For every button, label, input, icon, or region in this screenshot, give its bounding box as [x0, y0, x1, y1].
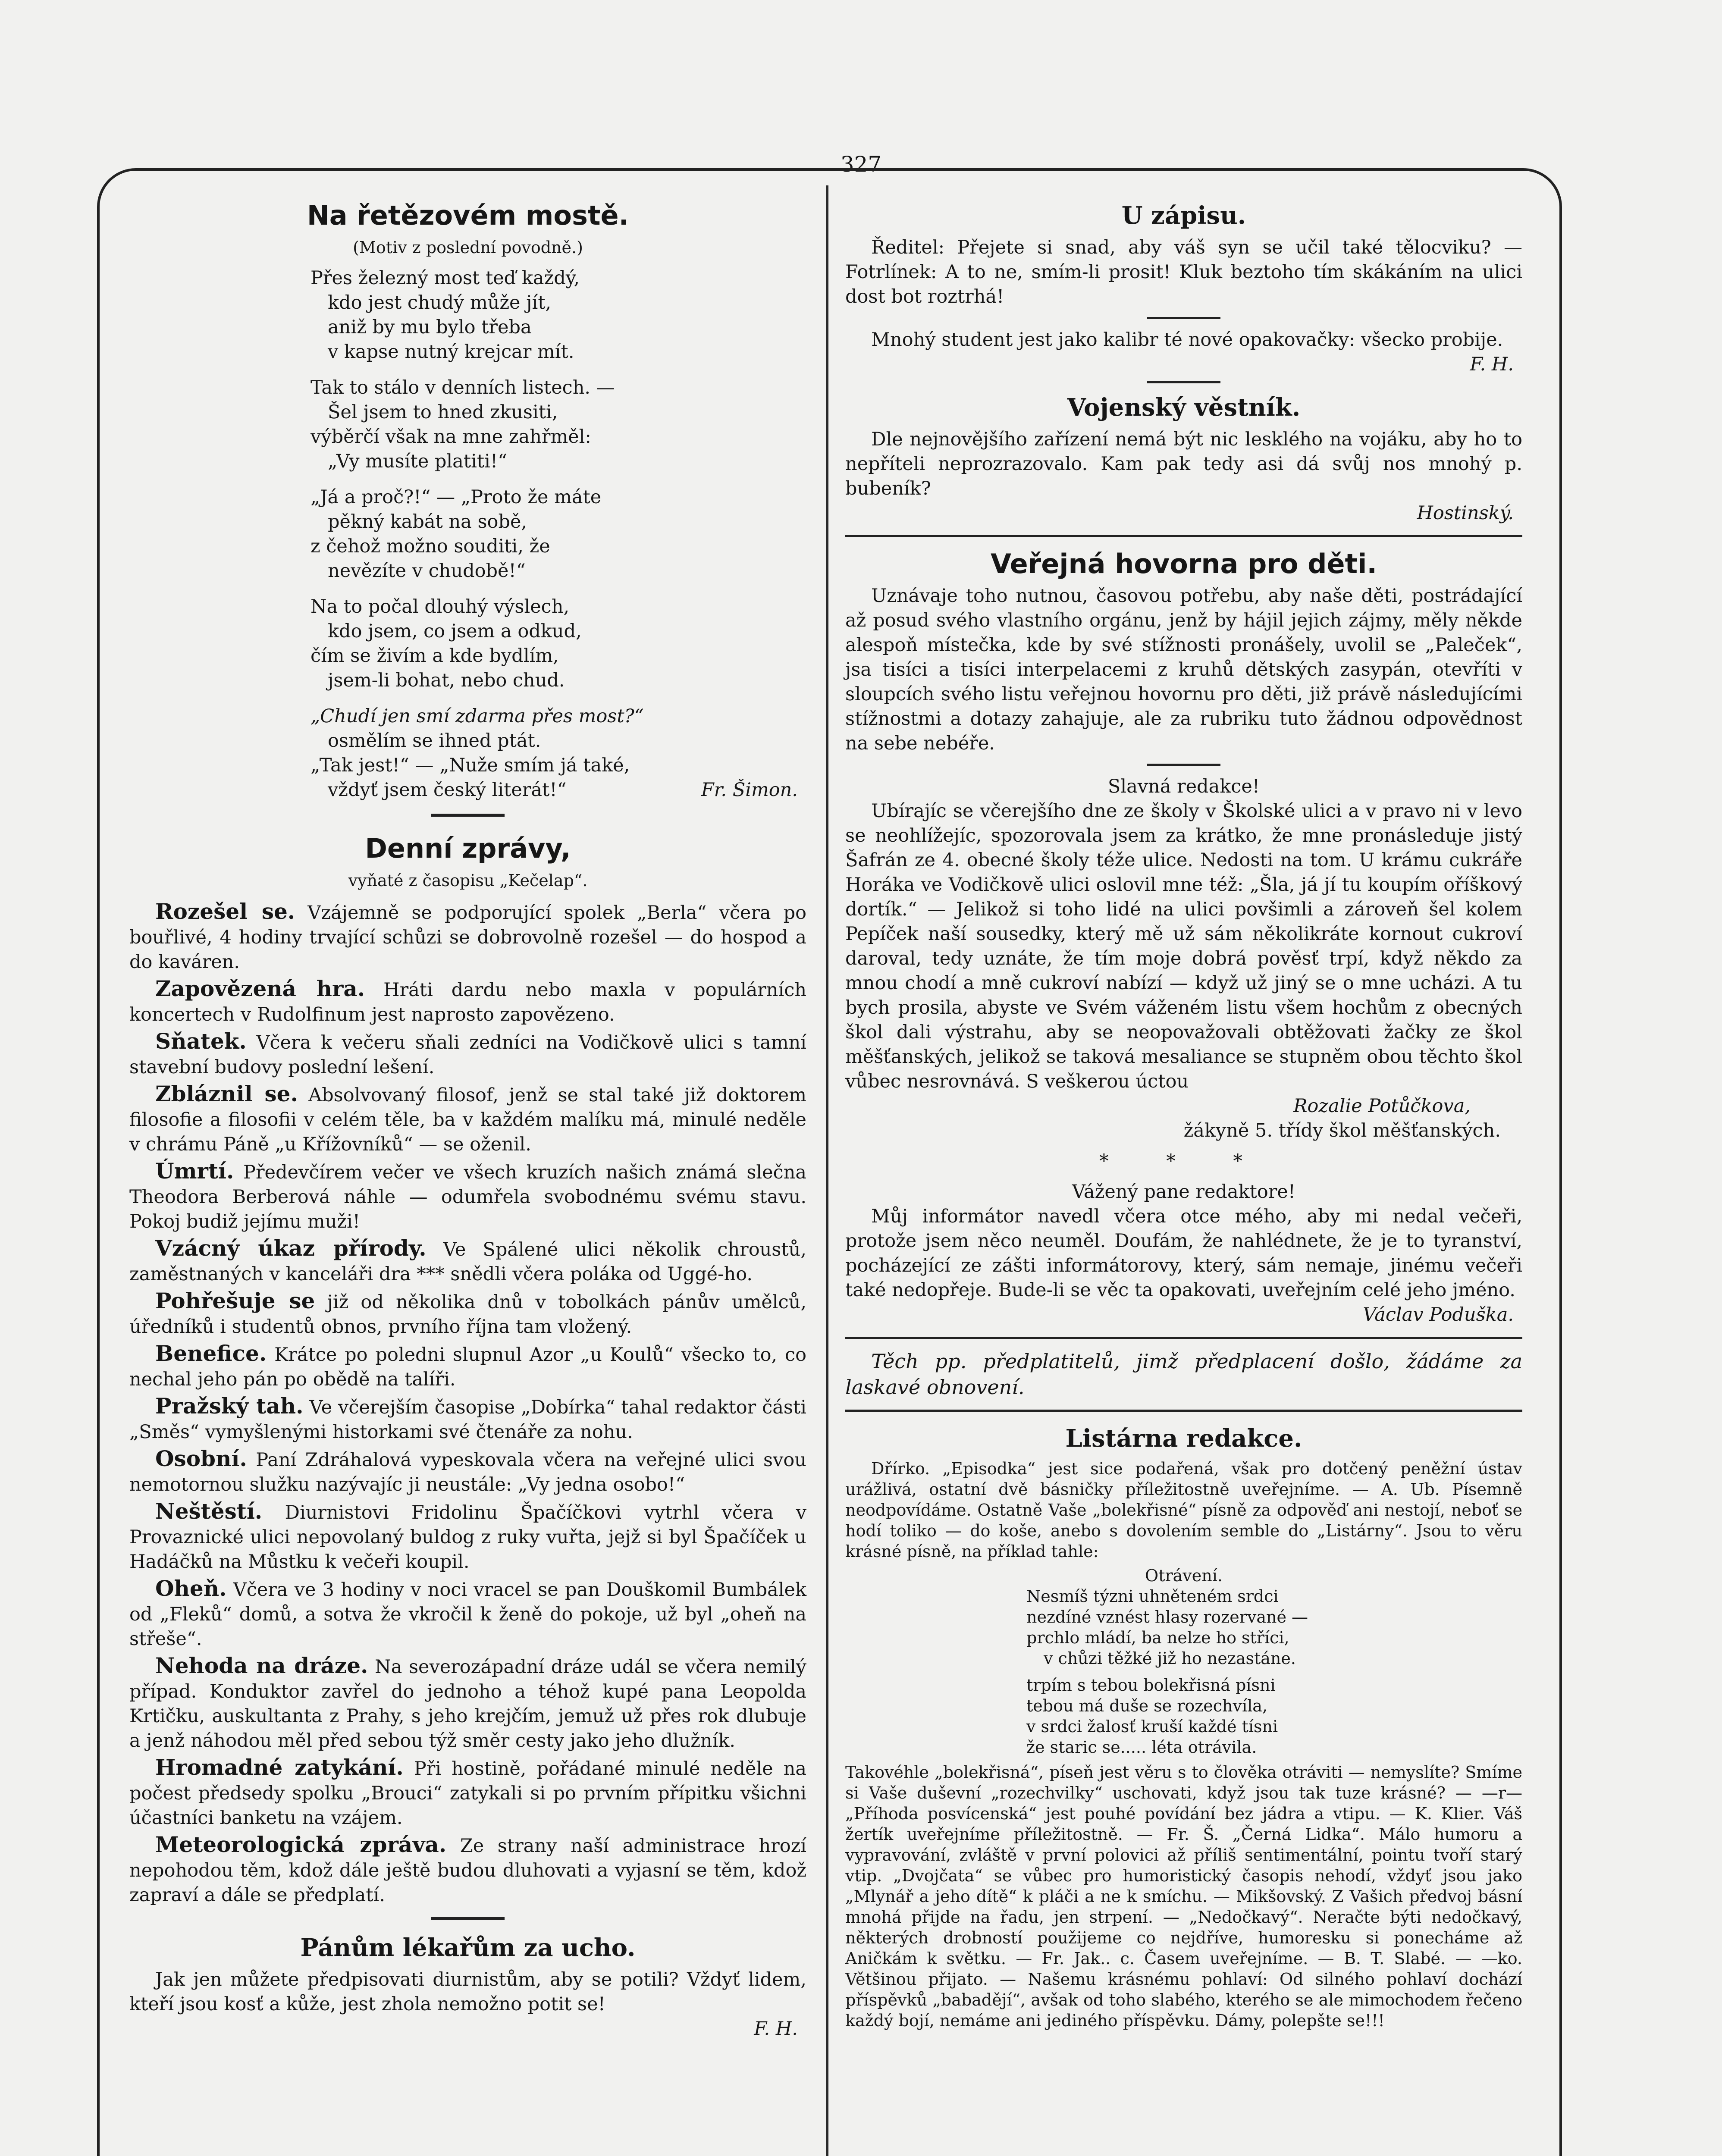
poem-line: Přes železný most teď každý, [311, 267, 580, 289]
poem-line: Tak to stálo v denních listech. — [311, 377, 615, 398]
letter1-salutation: Slavná redakce! [1107, 776, 1260, 797]
poem-author: Fr. Šimon. [701, 779, 798, 801]
poem-line: Šel jsem to hned zkusiti, [328, 401, 558, 423]
letter2-signature: Václav Poduška. [1363, 1304, 1514, 1326]
page-number: 327 [840, 152, 882, 177]
poem-line: jsem-li bohat, nebo chud. [328, 670, 565, 691]
doctors-title: Pánům lékařům za ucho. [300, 1934, 636, 1962]
news-title: Denní zprávy, [365, 833, 571, 864]
ornament-divider [431, 1917, 505, 1920]
listarna-text1: Dřírko. „Episodka“ jest sice podařená, však pro dotčený peněžní ústav urážlivá, ostatní dvě básničky příležitostně uveřejníme. — A. Ub. Písemně neodpovídáme. Ostatně Vaše „bolekřisné“ písně za odpověď ani nestojí, neboť se hodí toliko — do koše, anebo s dovolením semble do „Listárny“. Jsou to věru krásné písně, na příklad tahle: [845, 1459, 1522, 1561]
hovorna-title: Veřejná hovorna pro děti. [991, 548, 1377, 580]
listarna-poem [845, 1586, 1522, 1758]
right-column [845, 194, 1522, 2039]
poem-line: aniž by mu bylo třeba [328, 317, 532, 338]
news-item: Úmrtí. Předevčírem večer ve všech kruzích našich známá slečna Theodora Berberová náhle — odumřela svobodnému svému stavu. Pokoj budiž jejímu muži! [129, 1158, 806, 1232]
listarna-text2: Takovéhle „bolekřisná“, píseň jest věru s to člověka otráviti — nemyslíte? Smíme si Vaše duševní „rozechvilky“ uschovati, když jsou tak tuze krásné? — —r— „Příhoda posvícenská“ jest pouhé povídání bez jádra a vtipu. — K. Klier. Váš žertík uveřejníme příležitostně. — Fr. Š. „Černá Lidka“. Málo humoru a vypravování, zvláště v první polovici až příliš sentimentální, pointu tvoří starý vtip. „Dvojčata“ se vůbec pro humoristický časopis nehodí, vždyť jsou jako „Mlynář a jeho dítě“ k pláči a ne k smíchu. — Mikšovský. Z Vašich předvoj básní mnohá přijde na řadu, jen strpení. — „Nedočkavý“. Neračte býti nedočkavý, některých drobností použijeme co nejdříve, humoresku si ponecháme až Aničkám k světku. — Fr. Jak.. c. Časem uveřejníme. — B. T. Slabé. — —ko. Většinou přijato. — Našemu krásnému pohlaví: Od silného pohlaví dochází příspěvků „babadějí“, avšak od toho slabého, kterého se ale mimochodem řečeno každý bojí, nemáme ani jediného příspěvku. Dámy, polepšte se!!! [845, 1763, 1522, 2030]
zapis-text: Ředitel: Přejete si snad, aby váš syn se učil také tělocviku? — Fotrlínek: A to ne, smím-li prosit! Kluk beztoho tím skákáním na ulici dost bot roztrhá! [845, 237, 1522, 307]
letter2-text: Můj informátor navedl včera otce mého, aby mi nedal večeři, protože jsem něco neuměl. Doufám, že nahlédnete, že je to tyranství, pocházející ze zášti informátorovy, který, sám nemaje, jinému večeři také nedopřeje. Bude-li se věc ta opakovati, uveřejním celé jeho jméno. [845, 1206, 1522, 1301]
letter1-signature2: žákyně 5. třídy škol měšťanských. [1183, 1120, 1501, 1141]
left-column [129, 194, 806, 2041]
vestnik-author: Hostinský. [1417, 502, 1514, 524]
poem-line: trpím s tebou bolekřisná písni [1026, 1676, 1276, 1695]
section-rule [845, 535, 1522, 537]
divider [1147, 317, 1220, 319]
ornament-divider [431, 814, 505, 817]
news-item: Meteorologická zpráva. Ze strany naší administrace hrozí nepohodou těm, kdož dále ještě budou dluhovati a vyjasní se těm, kdož zapraví a dále se předplatí. [129, 1832, 806, 1906]
poem-line: v kapse nutný krejcar mít. [328, 341, 574, 363]
poem-stanza [1026, 1586, 1522, 1669]
news-item: Pohřešuje se již od několika dnů v tobolkách pánův umělců, úředníků i studentů obnos, prvního října tam vložený. [129, 1288, 806, 1338]
news-section [129, 831, 806, 1908]
letter1-text: Ubírajíc se včerejšího dne ze školy v Školské ulici a v pravo ni v levo se neohlížejíc, spozorovala jsem za krátko, že mne pronásleduje jistý Šafrán ze 4. obecné školy téže ulice. Nedosti na tom. U krámu cukráře Horáka ve Vodičkově ulici oslovil mne též: „Šla, já jí tu koupím oříškový dortík.“ — Jelikož si toho lidé na ulici povšimli a zároveň šel kolem Pepíček naší sousedky, který mě už sám několikráte kornout cukroví daroval, tedy uznáte, že tím moje dobrá pověsť trpí, když někdo za mnou chodí a mně cukroví nabízí — když už jiný se o mne ucházi. A tu bych prosila, abyste ve Svém váženém listu všem hochům z obecných škol dali výstrahu, aby se neopovažovali obtěžovati žačky ze škol měšťanských, jelikož se taková mesaliance se stupněm obou těchto škol vůbec nesrovnává. S veškerou úctou [845, 800, 1522, 1092]
news-item: Pražský tah. Ve včerejším časopise „Dobírka“ tahal redaktor části „Směs“ vymyšlenými historkami své čtenáře za nohu. [129, 1393, 806, 1443]
poem-line: prchlo mládí, ba nelze ho stříci, [1026, 1628, 1289, 1647]
zapis-title: U zápisu. [1121, 201, 1246, 230]
poem-stanza [311, 376, 806, 474]
poem-line: že staric se..... léta otrávila. [1026, 1738, 1257, 1757]
poem-line: „Já a proč?!“ — „Proto že máte [311, 486, 602, 508]
hovorna-section [845, 547, 1522, 1327]
listarna-title: Listárna redakce. [1065, 1424, 1302, 1453]
poem-stanza [311, 595, 806, 693]
doctors-author: F. H. [754, 2018, 798, 2040]
listarna-poem-title: Otrávení. [1145, 1566, 1223, 1585]
poem-stanza [311, 266, 806, 364]
zapis-author: F. H. [1470, 354, 1514, 375]
poem-line: kdo jsem, co jsem a odkud, [328, 620, 582, 642]
vestnik-text: Dle nejnovějšího zařízení nemá být nic lesklého na vojáku, aby ho to nepříteli neprozrazovalo. Kam pak tedy asi dá svůj nos mnohý p. bubeník? [845, 429, 1522, 499]
news-item: Vzácný úkaz přírody. Ve Spálené ulici několik chroustů, zaměstnaných v kanceláři dra *** snědli včera poláka od Uggé-ho. [129, 1235, 807, 1285]
zapis-section [845, 198, 1522, 377]
poem-line: „Vy musíte platiti!“ [328, 451, 508, 472]
doctors-text: Jak jen můžete předpisovati diurnistům, aby se potili? Vždyť lidem, kteří jsou kosť a kůže, jest zhola nemožno potit se! [129, 1969, 806, 2015]
listarna-section [845, 1421, 1522, 2031]
poem-line: v srdci žalosť kruší každé tísni [1026, 1717, 1278, 1736]
poem-stanza [311, 485, 806, 583]
subscribers-notice: Těch pp. předplatitelů, jimž předplacení došlo, žádáme za laskavé obnovení. [845, 1350, 1522, 1399]
news-item: Nehoda na dráze. Na severozápadní dráze udál se včera nemilý případ. Konduktor zavřel do jednoho a téhož kupé pana Leopolda Krtičku, auskultanta z Prahy, s jeho krejčím, jemuž už přes rok dlubuje a jenž náhodou měl před sebou týž směr cesty jako jeho dlužník. [129, 1653, 807, 1752]
news-item: Zapovězená hra. Hráti dardu nebo maxla v populárních koncertech v Rudolfinum jest naprosto zapovězeno. [129, 976, 807, 1025]
news-subtitle: vyňaté z časopisu „Kečelap“. [348, 871, 588, 890]
zapis-text2: Mnohý student jest jako kalibr té nové opakovačky: všecko probije. [871, 329, 1503, 351]
section-rule [845, 1410, 1522, 1412]
poem-line: tebou má duše se rozechvíla, [1026, 1696, 1268, 1715]
column-divider [826, 185, 828, 2156]
poem-section [129, 198, 806, 802]
section-rule [845, 1337, 1522, 1339]
vestnik-section [845, 390, 1522, 526]
divider [1147, 764, 1220, 766]
divider [1147, 381, 1220, 383]
poem-line: kdo jest chudý může jít, [328, 292, 552, 313]
poem-line: Nesmíš týzni uhněteném srdci [1026, 1587, 1279, 1606]
news-item: Oheň. Včera ve 3 hodiny v noci vracel se pan Douškomil Bumbálek od „Fleků“ domů, a sotva že vkročil k ženě do pokoje, už byl „oheň na střeše“. [129, 1576, 806, 1650]
poem-line: z čehož možno souditi, že [311, 536, 550, 557]
poem-line: v chůzi těžké již ho nezastáne. [1044, 1649, 1296, 1668]
vestnik-title: Vojenský věstník. [1067, 393, 1301, 422]
poem-line: pěkný kabát na sobě, [328, 511, 527, 533]
poem-line: čím se živím a kde bydlím, [311, 645, 559, 667]
poem-stanza [1026, 1675, 1522, 1758]
news-item: Hromadné zatykání. Při hostině, pořádané minulé neděle na počest předsedy spolku „Brouci“ zatykali si po prvním přípitku všichni účastníci banketu na vzájem. [129, 1755, 806, 1829]
poem-line: „Chudí jen smí zdarma přes most?“ [311, 705, 644, 727]
poem-line: nezdíné vznést hlasy rozervané — [1026, 1608, 1308, 1626]
separator-stars: * * * [1099, 1150, 1268, 1172]
news-item: Rozešel se. Vzájemně se podporující spolek „Berla“ včera po bouřlivé, 4 hodiny trvající schůzi se dobrovolně rozešel — do hospod a do kaváren. [129, 899, 806, 973]
poem-line: nevězíte v chudobě!“ [328, 560, 526, 582]
news-item: Neštěstí. Diurnistovi Fridolinu Špačíčkovi vytrhl včera v Provaznické ulici nepovolaný buldog z ruky vuřta, jejž si byl Špačíček u Hadáčků na Můstku k večeři koupil. [129, 1498, 807, 1573]
poem-title: Na řetězovém mostě. [307, 200, 629, 231]
news-item: Zbláznil se. Absolvovaný filosof, jenž se stal také již doktorem filosofie a filosofii v celém těle, ba v každém malíku má, minulé neděle v chrámu Páně „u Křížovníků“ — se oženil. [129, 1081, 806, 1155]
news-item: Benefice. Krátce po poledni slupnul Azor „u Koulů“ všecko to, co nechal jeho pán po obědě na talíři. [129, 1341, 806, 1390]
news-item: Sňatek. Včera k večeru sňali zedníci na Vodičkově ulici s tamní stavební budovy poslední lešení. [129, 1028, 806, 1078]
poem-line: výběrčí však na mne zahřměl: [311, 426, 591, 448]
hovorna-intro: Uznávaje toho nutnou, časovou potřebu, aby naše děti, postrádající až posud svého vlastního orgánu, jenž by hájil jejich zájmy, měly někde alespoň místečka, kde by své stížnosti pronášely, uvolil se „Paleček“, jsa tisíci a tisíci interpelacemi z kruhů dětských zasypán, otevříti v sloupcích svého listu veřejnou hovornu pro děti, již právě následujícími stížnostmi a dotazy zahajuje, ale za rubriku tuto žádnou odpovědnost na sebe nebéře. [845, 585, 1522, 754]
doctors-section [129, 1930, 806, 2041]
poem-line: vždyť jsem český literát!“ [328, 779, 567, 801]
poem-line: „Tak jest!“ — „Nuže smím já také, [311, 755, 630, 776]
poem-line: Na to počal dlouhý výslech, [311, 596, 570, 617]
poem-line: osmělím se ihned ptát. [328, 730, 541, 752]
letter2-salutation: Vážený pane redaktore! [1072, 1181, 1296, 1203]
news-item: Osobní. Paní Zdráhalová vypeskovala včera na veřejné ulici svou nemotornou služku nazývajíc ji neustále: „Vy jedna osobo!“ [129, 1446, 806, 1495]
letter1-signature: Rozalie Potůčkova, [1293, 1095, 1471, 1117]
poem-body [129, 266, 806, 802]
poem-subtitle: (Motiv z poslední povodně.) [353, 238, 583, 257]
